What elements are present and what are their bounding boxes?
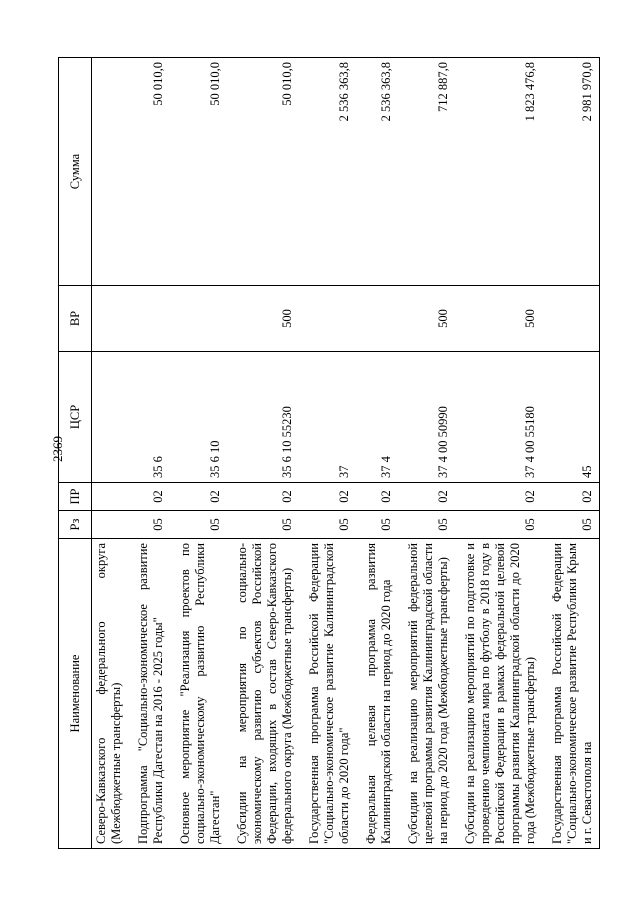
- row-rz: 05: [134, 511, 170, 539]
- header-vr: ВР: [59, 286, 92, 352]
- header-name: Наименование: [59, 539, 92, 849]
- row-pr: 02: [176, 483, 227, 511]
- row-vr: [134, 286, 170, 352]
- table-row: [404, 58, 455, 849]
- row-name: Субсидии на реализацию мероприятий по подготовке и проведению чемпионата мира по футболу в 2018 году в Российской Федерации в рамках федеральной целевой программы развития Калининградской области до 2020 года (Межбюджетные трансферты): [461, 539, 542, 849]
- row-sum: 1 823 476,8: [461, 58, 542, 286]
- row-rz: 05: [461, 511, 542, 539]
- row-csr: 45: [548, 352, 600, 483]
- row-name: Субсидии на мероприятия по социально-экономическому развитию субъектов Российской Федерации, входящих в состав Северо-Кавказского федерального округа (Межбюджетные трансферты): [233, 539, 299, 849]
- row-pr: 02: [305, 483, 356, 511]
- row-rz: 05: [233, 511, 299, 539]
- row-pr: 02: [404, 483, 455, 511]
- row-vr: 500: [404, 286, 455, 352]
- row-rz: 05: [548, 511, 600, 539]
- row-name: Федеральная целевая программа развития Калининградской области на период до 2020 года: [362, 539, 398, 849]
- budget-table: [58, 57, 600, 849]
- row-rz: 05: [305, 511, 356, 539]
- row-sum: 50 010,0: [176, 58, 227, 286]
- row-pr: 02: [134, 483, 170, 511]
- row-rz: [92, 511, 129, 539]
- row-csr: 37 4 00 50990: [404, 352, 455, 483]
- row-sum: 50 010,0: [134, 58, 170, 286]
- row-csr: 35 6 10 55230: [233, 352, 299, 483]
- table-row: [305, 58, 356, 849]
- row-vr: [176, 286, 227, 352]
- row-csr: 37 4: [362, 352, 398, 483]
- header-sum: Сумма: [59, 58, 92, 286]
- row-name: Государственная программа Российской Федерации "Социально-экономическое развитие Калининградской области до 2020 года": [305, 539, 356, 849]
- row-vr: 500: [461, 286, 542, 352]
- row-name: Подпрограмма "Социально-экономическое развитие Республики Дагестан на 2016 - 2025 годы": [134, 539, 170, 849]
- row-name: Северо-Кавказского федерального округа (Межбюджетные трансферты): [92, 539, 129, 849]
- row-rz: 05: [362, 511, 398, 539]
- table-row: [134, 58, 170, 849]
- table-row: [548, 58, 600, 849]
- row-rz: 05: [176, 511, 227, 539]
- table-row: [92, 58, 129, 849]
- header-row: [59, 58, 92, 849]
- header-pr: ПР: [59, 483, 92, 511]
- row-sum: 712 887,0: [404, 58, 455, 286]
- row-sum: 2 981 970,0: [548, 58, 600, 286]
- row-sum: 2 536 363,8: [305, 58, 356, 286]
- header-rz: Рз: [59, 511, 92, 539]
- row-sum: [92, 58, 129, 286]
- row-name: Основное мероприятие "Реализация проектов по социально-экономическому развитию Республики Дагестан": [176, 539, 227, 849]
- row-vr: [92, 286, 129, 352]
- row-vr: 500: [233, 286, 299, 352]
- row-csr: [92, 352, 129, 483]
- row-pr: [92, 483, 129, 511]
- header-csr: ЦСР: [59, 352, 92, 483]
- row-pr: 02: [548, 483, 600, 511]
- row-pr: 02: [233, 483, 299, 511]
- row-sum: 50 010,0: [233, 58, 299, 286]
- page-number: 2369: [50, 436, 65, 462]
- row-sum: 2 536 363,8: [362, 58, 398, 286]
- row-name: Государственная программа Российской Федерации "Социально-экономическое развитие Республики Крым и г. Севастополя на: [548, 539, 600, 849]
- row-pr: 02: [362, 483, 398, 511]
- budget-sheet: [58, 58, 598, 849]
- table-row: [176, 58, 227, 849]
- row-vr: [362, 286, 398, 352]
- row-name: Субсидии на реализацию мероприятий федеральной целевой программы развития Калининградской области на период до 2020 года (Межбюджетные трансферты): [404, 539, 455, 849]
- row-vr: [305, 286, 356, 352]
- row-vr: [548, 286, 600, 352]
- row-csr: 35 6 10: [176, 352, 227, 483]
- row-csr: 37: [305, 352, 356, 483]
- row-csr: 37 4 00 55180: [461, 352, 542, 483]
- row-csr: 35 6: [134, 352, 170, 483]
- row-rz: 05: [404, 511, 455, 539]
- table-row: [233, 58, 299, 849]
- table-row: [362, 58, 398, 849]
- row-pr: 02: [461, 483, 542, 511]
- table-row: [461, 58, 542, 849]
